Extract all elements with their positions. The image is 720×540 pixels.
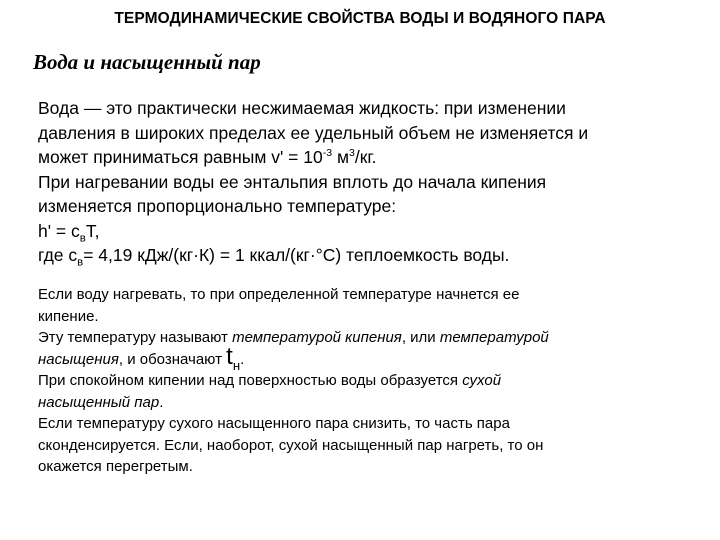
text-line <box>38 145 708 170</box>
slide-subtitle: Вода и насыщенный пар <box>33 50 261 74</box>
text-line: окажется перегретым. <box>38 458 193 475</box>
text-line <box>38 342 708 373</box>
text-fragment: Эту температуру называют <box>38 329 233 346</box>
saturation-temperature-symbol <box>226 342 241 373</box>
text-line <box>38 392 708 414</box>
text-line <box>38 327 708 349</box>
text-fragment: h' = c <box>38 220 80 241</box>
text-line: При нагревании воды ее энтальпия вплоть до начала кипения <box>38 171 547 192</box>
text-fragment: T, <box>85 220 100 241</box>
text-line: давления в широких пределах ее удельный объем не изменяется и <box>38 122 589 143</box>
water-properties-text <box>38 96 708 268</box>
text-fragment: При спокойном кипении над поверхностью воды образуется <box>38 372 463 389</box>
text-line: Если воду нагревать, то при определенной температуре начнется ее <box>38 286 520 303</box>
text-line <box>38 370 708 392</box>
text-fragment: . <box>240 350 245 368</box>
italic-term: температурой кипения <box>232 329 402 346</box>
text-line: Если температуру сухого насыщенного пара снизить, то часть пара <box>38 415 510 432</box>
text-line: сконденсируется. Если, наоборот, сухой насыщенный пар нагреть, то он <box>38 436 544 454</box>
text-fragment: , или <box>401 329 440 346</box>
text-line <box>38 243 708 268</box>
exponent: 3 <box>348 147 355 160</box>
italic-term: сухой <box>462 372 502 389</box>
text-fragment: может приниматься равным v' = 10 <box>38 147 323 167</box>
subscript: в <box>79 232 86 244</box>
enthalpy-formula <box>38 219 708 244</box>
italic-term: насыщенный пар <box>38 393 160 411</box>
subscript: н <box>232 357 241 373</box>
subscript: в <box>77 256 84 269</box>
symbol-letter: t <box>226 342 233 370</box>
exponent: -3 <box>322 147 333 160</box>
text-fragment: м <box>332 147 349 167</box>
italic-term: насыщения <box>38 350 119 368</box>
text-fragment: = 4,19 кДж/(кг·К) = 1 ккал/(кг·°С) теплоемкость воды. <box>83 245 510 265</box>
text-line: Вода — это практически несжимаемая жидкость: при изменении <box>38 98 566 118</box>
text-fragment: . <box>159 393 164 411</box>
text-fragment: , и обозначают <box>118 350 227 368</box>
text-fragment: где с <box>38 245 78 265</box>
text-fragment: /кг. <box>354 147 377 167</box>
italic-term: температурой <box>439 329 549 346</box>
boiling-text <box>38 284 708 478</box>
text-line: изменяется пропорционально температуре: <box>38 196 397 216</box>
text-line: кипение. <box>38 307 99 325</box>
slide-title: ТЕРМОДИНАМИЧЕСКИЕ СВОЙСТВА ВОДЫ И ВОДЯНОГО ПАРА <box>114 10 606 27</box>
